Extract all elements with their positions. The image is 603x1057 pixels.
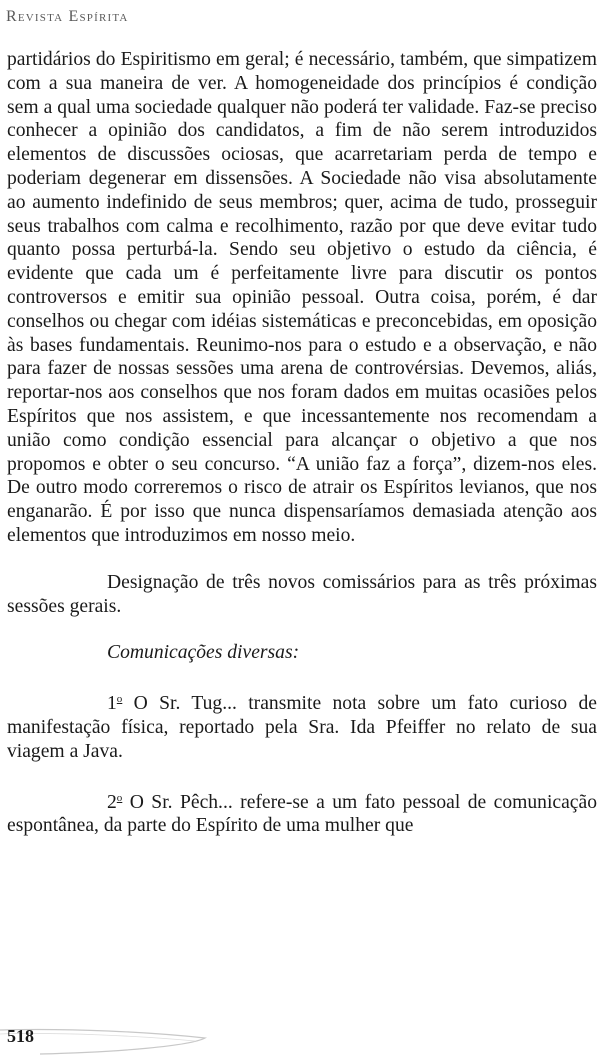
- item-number: 1: [107, 693, 117, 715]
- footer-swoosh-ornament: [0, 1018, 260, 1057]
- page-number: 518: [7, 1026, 34, 1046]
- item-number: 2: [107, 791, 117, 813]
- ordinal-indicator: o: [116, 791, 123, 804]
- list-item-2: [7, 787, 597, 839]
- body-text: [7, 48, 597, 838]
- running-header: Revista Espírita: [6, 8, 129, 25]
- paragraph-commissioners: Designação de três novos comissários para as três próximas sessões gerais.: [7, 571, 597, 617]
- item-text: O Sr. Pêch... refere-se a um fato pessoal de comunicação espontânea, da parte do Espírito de uma mulher que: [7, 791, 597, 837]
- ordinal-indicator: o: [116, 693, 123, 706]
- list-item-1: [7, 688, 597, 763]
- paragraph-main: partidários do Espiritismo em geral; é necessário, também, que simpatizem com a sua maneira de ver. A homogeneidade dos princípios é condição sem a qual uma sociedade qualquer não poderá ter validade. Faz-se preciso conhecer a opinião dos candidatos, a fim de não serem introduzidos elementos de discussões ociosas, que acarretariam perda de tempo e poderiam degenerar em dissensões. A Sociedade não visa absolutamente ao aumento indefinido de seus membros; quer, acima de tudo, prosseguir seus trabalhos com calma e recolhimento, razão por que deve evitar tudo quanto possa perturbá-la. Sendo seu objetivo o estudo da ciência, é evidente que cada um é perfeitamente livre para discutir os pontos controversos e emitir sua opinião pessoal. Outra coisa, porém, é dar conselhos ou chegar com idéias sistemáticas e preconcebidas, em oposição às bases fundamentais. Reunimo-nos para o estudo e a observação, e não para fazer de nossas sessões uma arena de controvérsias. Devemos, aliás, reportar-nos aos conselhos que nos foram dados em muitas ocasiões pelos Espíritos que nos assistem, e que incessantemente nos recomendam a união como condição essencial para alcançar o objetivo a que nos propomos e obter o seu concurso. “A união faz a força”, dizem-nos eles. De outro modo correremos o risco de atrair os Espíritos levianos, que nos enganarão. É por isso que nunca dispensaríamos demasiada atenção aos elementos que introduzimos em nosso meio.: [7, 49, 597, 546]
- section-heading-communications: Comunicações diversas:: [107, 642, 300, 664]
- item-text: O Sr. Tug... transmite nota sobre um fato curioso de manifestação física, reportado pela Sra. Ida Pfeiffer no relato de sua viagem a Java.: [7, 693, 597, 762]
